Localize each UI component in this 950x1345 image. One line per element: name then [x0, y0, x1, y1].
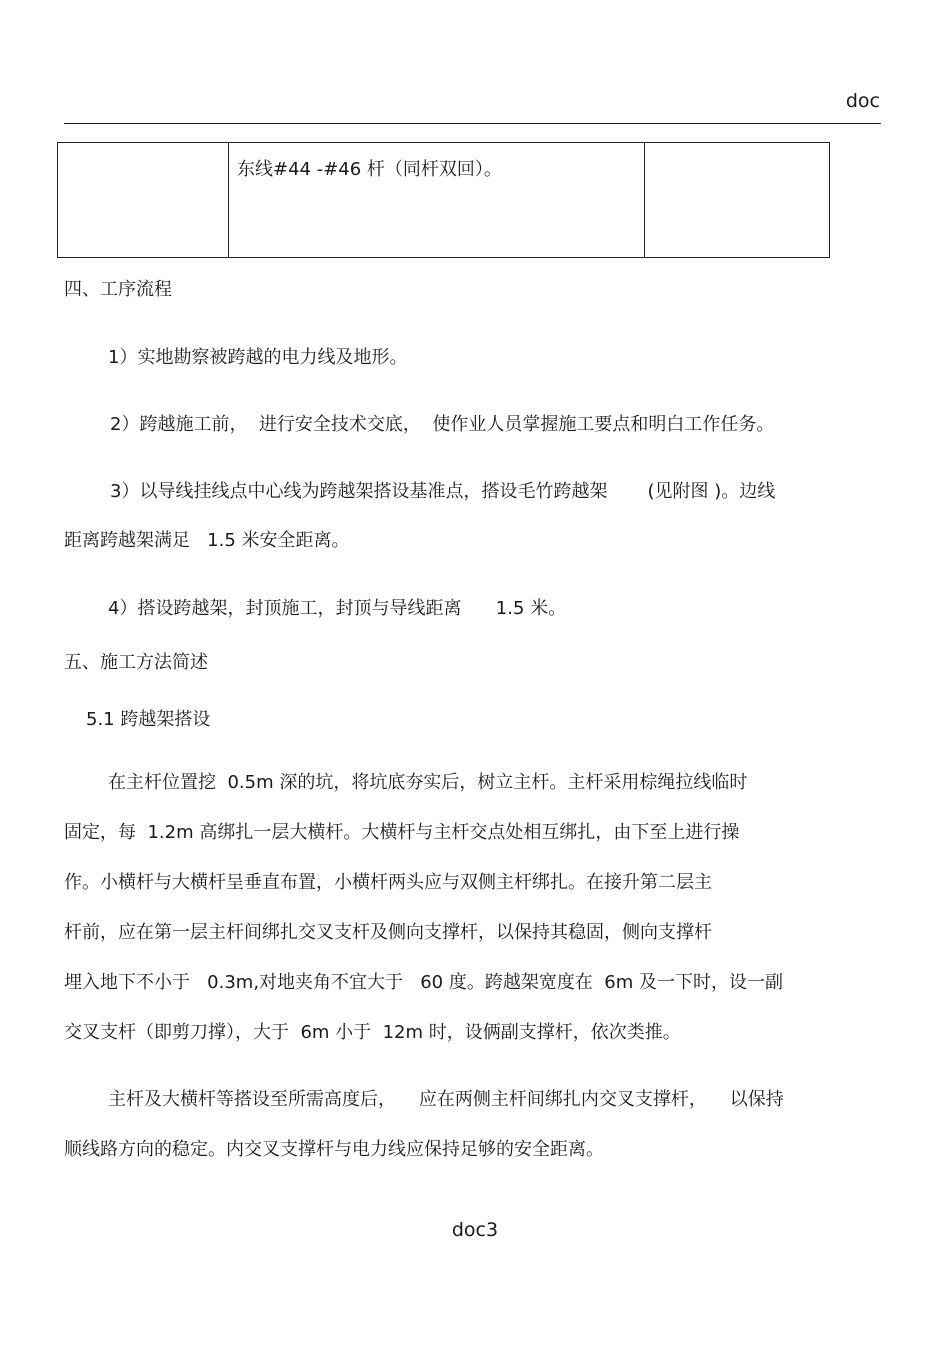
step-1: 1）实地勘察被跨越的电力线及地形。	[108, 347, 408, 368]
table-cell-left	[58, 143, 229, 258]
paragraph-2-line: 主杆及大横杆等搭设至所需高度后， 应在两侧主杆间绑扎内交叉支撑杆， 以保持	[108, 1089, 784, 1110]
step-4: 4）搭设跨越架，封顶施工，封顶与导线距离 1.5 米。	[108, 598, 567, 619]
table-cell-text: 东线#44 -#46 杆（同杆双回）。	[237, 159, 502, 180]
header-rule	[64, 123, 881, 124]
continuation-table	[57, 142, 830, 258]
table-cell-right	[645, 143, 830, 258]
section-5-1-heading: 5.1 跨越架搭设	[86, 709, 211, 730]
section-5-heading: 五、施工方法简述	[64, 652, 208, 673]
page-header-label: doc	[845, 90, 880, 112]
step-3: 3）以导线挂线点中心线为跨越架搭设基准点，搭设毛竹跨越架 (见附图 )。边线	[110, 481, 776, 502]
step-3-continued: 距离跨越架满足 1.5 米安全距离。	[64, 530, 350, 551]
paragraph-1-line: 交叉支杆（即剪刀撑），大于 6m 小于 12m 时，设俩副支撑杆，依次类推。	[64, 1022, 681, 1043]
step-2: 2）跨越施工前， 进行安全技术交底， 使作业人员掌握施工要点和明白工作任务。	[110, 414, 775, 435]
paragraph-1-line: 固定，每 1.2m 高绑扎一层大横杆。大横杆与主杆交点处相互绑扎，由下至上进行操	[64, 822, 740, 843]
paragraph-2-line: 顺线路方向的稳定。内交叉支撑杆与电力线应保持足够的安全距离。	[64, 1139, 604, 1160]
paragraph-1-line: 在主杆位置挖 0.5m 深的坑，将坑底夯实后，树立主杆。主杆采用棕绳拉线临时	[108, 772, 748, 793]
paragraph-1-line: 杆前，应在第一层主杆间绑扎交叉支杆及侧向支撑杆，以保持其稳固，侧向支撑杆	[64, 922, 712, 943]
table-row	[58, 143, 830, 258]
paragraph-1-line: 作。小横杆与大横杆呈垂直布置，小横杆两头应与双侧主杆绑扎。在接升第二层主	[64, 872, 712, 893]
table-cell-middle	[229, 143, 645, 258]
page-footer-label: doc3	[451, 1219, 499, 1241]
paragraph-1-line: 埋入地下不小于 0.3m,对地夹角不宜大于 60 度。跨越架宽度在 6m 及一下时，设一副	[64, 972, 783, 993]
section-4-heading: 四、工序流程	[64, 279, 172, 300]
